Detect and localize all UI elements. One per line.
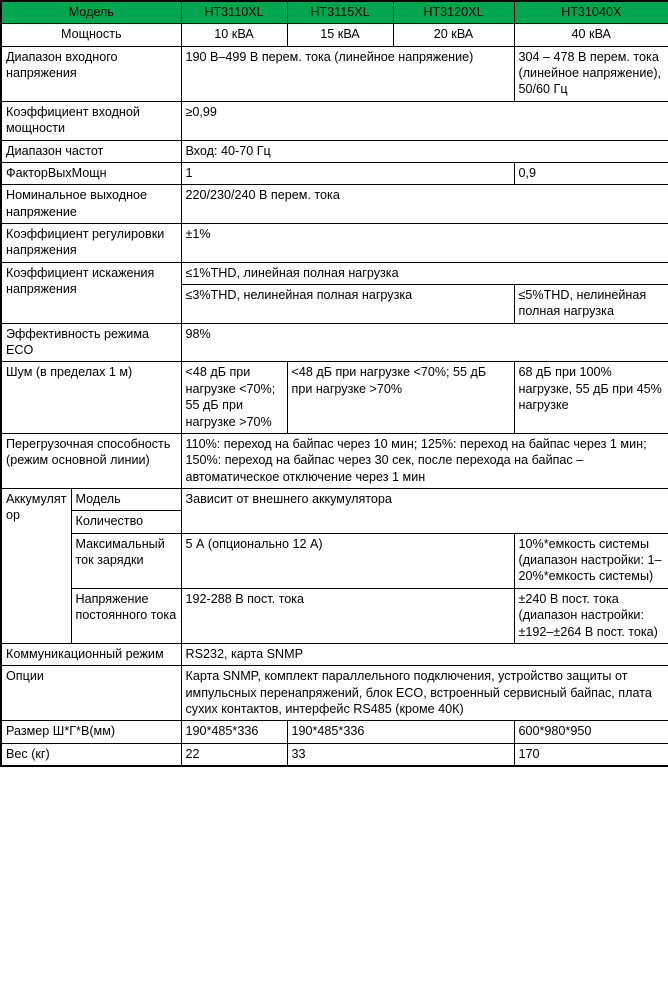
communication-value: RS232, карта SNMP bbox=[181, 643, 668, 665]
dimensions-value-1: 190*485*336 bbox=[287, 721, 514, 743]
input-voltage-range-last: 304 – 478 В перем. тока (линейное напряжение), 50/60 Гц bbox=[514, 46, 668, 101]
battery-model-value: Зависит от внешнего аккумулятора bbox=[181, 488, 668, 533]
input-voltage-range-main: 190 В–499 В перем. тока (линейное напряжение) bbox=[181, 46, 514, 101]
voltage-regulation-value: ±1% bbox=[181, 223, 668, 262]
battery-dc-voltage-main: 192-288 В пост. тока bbox=[181, 588, 514, 643]
row-label-voltage-distortion: Коэффициент искажения напряжения bbox=[1, 262, 181, 323]
voltage-distortion-nonlinear-main: ≤3%THD, нелинейная полная нагрузка bbox=[181, 285, 514, 324]
header-model-2: HT3120XL bbox=[393, 1, 514, 24]
table-row-output-power-factor bbox=[1, 162, 668, 184]
header-label-model: Модель bbox=[1, 1, 181, 24]
row-label-battery-quantity: Количество bbox=[71, 511, 181, 533]
table-row-input-power-factor bbox=[1, 101, 668, 140]
table-row-noise bbox=[1, 362, 668, 433]
table-header-row bbox=[1, 1, 668, 24]
table-row-eco-efficiency bbox=[1, 323, 668, 362]
row-label-eco-efficiency: Эффективность режима ECO bbox=[1, 323, 181, 362]
options-value: Карта SNMP, комплект параллельного подключения, устройство защиты от импульсных перенапряжений, блок ECO, встроенный сервисный байпас, плата сухих контактов, интерфейс RS485 (кроме 40К) bbox=[181, 666, 668, 721]
power-value-0: 10 кВА bbox=[181, 24, 287, 46]
overload-value: 110%: переход на байпас через 10 мин; 125%: переход на байпас через 1 мин; 150%: переход на байпас через 30 сек, после перехода на байпас – автоматическое отключение через 1 мин bbox=[181, 433, 668, 488]
table-row-voltage-distortion-linear bbox=[1, 262, 668, 284]
row-label-battery-max-charge-current: Максимальный ток зарядки bbox=[71, 533, 181, 588]
table-row-power bbox=[1, 24, 668, 46]
table-row-battery-max-charge-current bbox=[1, 533, 668, 588]
output-power-factor-main: 1 bbox=[181, 162, 514, 184]
frequency-range-value: Вход: 40-70 Гц bbox=[181, 140, 668, 162]
weight-value-2: 170 bbox=[514, 743, 668, 766]
dimensions-value-2: 600*980*950 bbox=[514, 721, 668, 743]
row-label-dimensions: Размер Ш*Г*В(мм) bbox=[1, 721, 181, 743]
voltage-distortion-nonlinear-last: ≤5%THD, нелинейная полная нагрузка bbox=[514, 285, 668, 324]
table-row-battery-model bbox=[1, 488, 668, 510]
table-row-input-voltage-range bbox=[1, 46, 668, 101]
weight-value-0: 22 bbox=[181, 743, 287, 766]
row-label-output-power-factor: ФакторВыхМощн bbox=[1, 162, 181, 184]
table-row-communication bbox=[1, 643, 668, 665]
table-row-options bbox=[1, 666, 668, 721]
header-model-0: HT3110XL bbox=[181, 1, 287, 24]
power-value-2: 20 кВА bbox=[393, 24, 514, 46]
output-power-factor-last: 0,9 bbox=[514, 162, 668, 184]
row-label-overload: Перегрузочная способность (режим основной линии) bbox=[1, 433, 181, 488]
battery-dc-voltage-last: ±240 В пост. тока (диапазон настройки: ±192–±264 В пост. тока) bbox=[514, 588, 668, 643]
table-row-voltage-regulation bbox=[1, 223, 668, 262]
row-label-battery: Аккумулятор bbox=[1, 488, 71, 643]
row-label-voltage-regulation: Коэффициент регулировки напряжения bbox=[1, 223, 181, 262]
row-label-options: Опции bbox=[1, 666, 181, 721]
eco-efficiency-value: 98% bbox=[181, 323, 668, 362]
table-row-dimensions bbox=[1, 721, 668, 743]
row-label-battery-dc-voltage: Напряжение постоянного тока bbox=[71, 588, 181, 643]
header-model-3: HT31040X bbox=[514, 1, 668, 24]
row-label-input-power-factor: Коэффициент входной мощности bbox=[1, 101, 181, 140]
row-label-noise: Шум (в пределах 1 м) bbox=[1, 362, 181, 433]
table-row-weight bbox=[1, 743, 668, 766]
row-label-weight: Вес (кг) bbox=[1, 743, 181, 766]
noise-col-1: <48 дБ при нагрузке <70%; 55 дБ при нагрузке >70% bbox=[287, 362, 514, 433]
row-label-frequency-range: Диапазон частот bbox=[1, 140, 181, 162]
table-row-battery-dc-voltage bbox=[1, 588, 668, 643]
noise-col-0: <48 дБ при нагрузке <70%; 55 дБ при нагрузке >70% bbox=[181, 362, 287, 433]
row-label-input-voltage-range: Диапазон входного напряжения bbox=[1, 46, 181, 101]
table-row-nominal-output-voltage bbox=[1, 185, 668, 224]
row-label-battery-model: Модель bbox=[71, 488, 181, 510]
table-row-overload bbox=[1, 433, 668, 488]
weight-value-1: 33 bbox=[287, 743, 514, 766]
battery-max-charge-current-last: 10%*емкость системы (диапазон настройки: 1–20%*емкость системы) bbox=[514, 533, 668, 588]
header-model-1: HT3115XL bbox=[287, 1, 393, 24]
table-row-frequency-range bbox=[1, 140, 668, 162]
battery-max-charge-current-main: 5 А (опционально 12 А) bbox=[181, 533, 514, 588]
input-power-factor-value: ≥0,99 bbox=[181, 101, 668, 140]
row-label-communication: Коммуникационный режим bbox=[1, 643, 181, 665]
row-label-nominal-output-voltage: Номинальное выходное напряжение bbox=[1, 185, 181, 224]
power-value-1: 15 кВА bbox=[287, 24, 393, 46]
row-label-power: Мощность bbox=[1, 24, 181, 46]
dimensions-value-0: 190*485*336 bbox=[181, 721, 287, 743]
nominal-output-voltage-value: 220/230/240 В перем. тока bbox=[181, 185, 668, 224]
power-value-3: 40 кВА bbox=[514, 24, 668, 46]
noise-col-2: 68 дБ при 100% нагрузке, 55 дБ при 45% нагрузке bbox=[514, 362, 668, 433]
voltage-distortion-linear: ≤1%THD, линейная полная нагрузка bbox=[181, 262, 668, 284]
